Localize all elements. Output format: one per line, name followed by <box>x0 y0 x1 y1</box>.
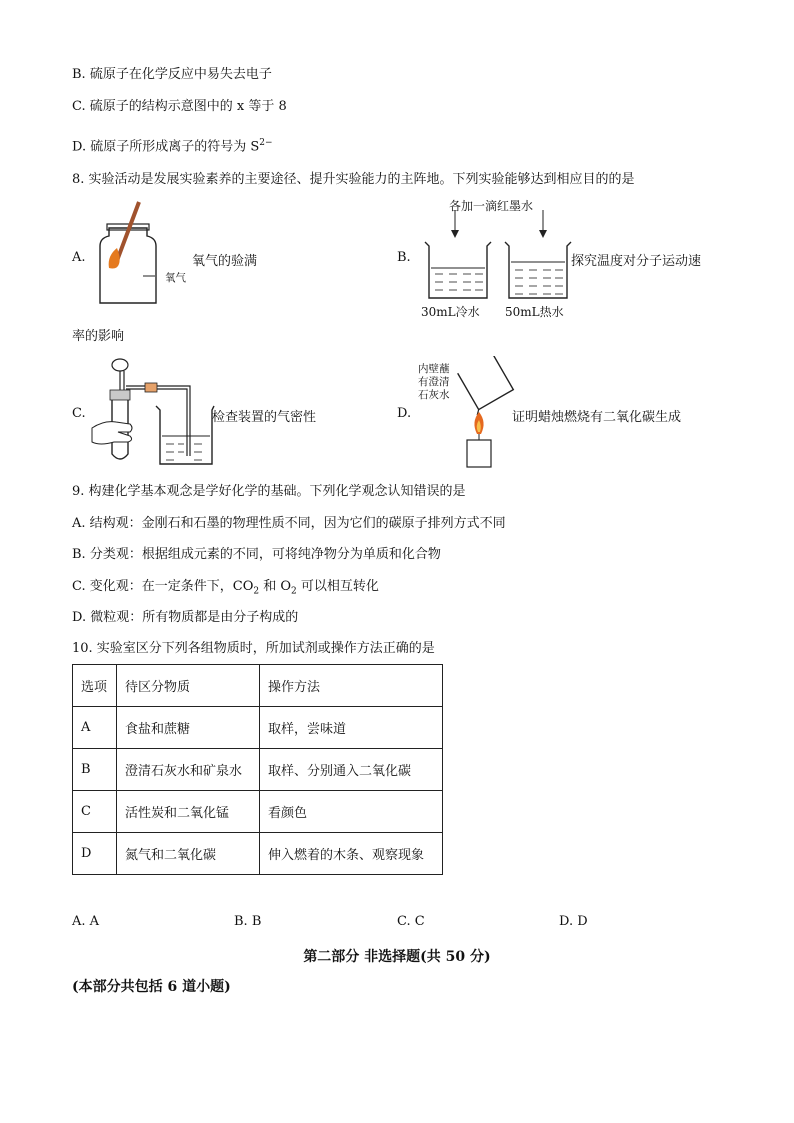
q8-d-fig-line: 有澄清 <box>418 376 450 388</box>
q8-b-top-label: 各加一滴红墨水 <box>449 199 534 213</box>
q10-answer-a: A. A <box>72 914 100 929</box>
q10-table <box>72 664 443 875</box>
table-row <box>73 707 443 749</box>
q10-answer-c: C. C <box>397 914 425 929</box>
table-row <box>73 749 443 791</box>
table-cell: B <box>73 749 117 791</box>
table-header-cell: 选项 <box>73 665 117 707</box>
q10-answer-b: B. B <box>234 914 262 929</box>
q9-option-c <box>72 578 379 601</box>
q9-stem: 9. 构建化学基本观念是学好化学的基础。下列化学观念认知错误的是 <box>72 484 466 499</box>
q10-stem: 10. 实验室区分下列各组物质时，所加试剂或操作方法正确的是 <box>72 641 435 656</box>
table-cell: C <box>73 791 117 833</box>
table-header-row <box>73 665 443 707</box>
table-cell: 活性炭和二氧化锰 <box>117 791 260 833</box>
q8-option-a-label: A. <box>72 250 86 265</box>
q8-option-b-text-wrap: 率的影响 <box>72 329 125 344</box>
q7-option-d <box>72 134 273 156</box>
table-cell: 取样，尝味道 <box>260 707 443 749</box>
q9-option-c-text: 和 O <box>259 579 292 594</box>
q9-option-c-text: C. 变化观：在一定条件下，CO <box>72 579 254 594</box>
table-row <box>73 791 443 833</box>
q7-option-d-charge: 2− <box>259 138 273 148</box>
table-header-cell: 待区分物质 <box>117 665 260 707</box>
q8-a-fig-label: 氧气 <box>165 272 186 284</box>
q8-stem: 8. 实验活动是发展实验素养的主要途径、提升实验能力的主阵地。下列实验能够达到相应目的的是 <box>72 172 635 187</box>
table-cell: 取样、分别通入二氧化碳 <box>260 749 443 791</box>
table-cell: 伸入燃着的木条、观察现象 <box>260 833 443 875</box>
q7-option-d-text: D. 硫原子所形成离子的符号为 S <box>72 139 260 155</box>
table-row <box>73 833 443 875</box>
q8-option-c-label: C. <box>72 406 86 421</box>
q8-option-d-label: D. <box>397 406 412 421</box>
q9-option-a: A. 结构观：金刚石和石墨的物理性质不同，因为它们的碳原子排列方式不同 <box>72 516 506 531</box>
q8-option-c-text: 检查装置的气密性 <box>212 410 317 425</box>
table-cell: 食盐和蔗糖 <box>117 707 260 749</box>
table-cell: D <box>73 833 117 875</box>
q8-b-figure <box>413 210 578 302</box>
q7-option-b: B. 硫原子在化学反应中易失去电子 <box>72 67 272 82</box>
q8-d-figure <box>455 356 520 468</box>
q9-option-c-sub: 2 <box>253 586 260 597</box>
q9-option-c-sub: 2 <box>291 586 297 597</box>
table-cell: 澄清石灰水和矿泉水 <box>117 749 260 791</box>
q7-option-c: C. 硫原子的结构示意图中的 x 等于 8 <box>72 99 287 114</box>
q9-option-b: B. 分类观：根据组成元素的不同，可将纯净物分为单质和化合物 <box>72 547 441 562</box>
table-header-cell: 操作方法 <box>260 665 443 707</box>
q8-option-d-text: 证明蜡烛燃烧有二氧化碳生成 <box>512 410 682 425</box>
table-cell: A <box>73 707 117 749</box>
q8-option-b-label: B. <box>397 250 411 265</box>
q10-answer-d: D. D <box>559 914 588 929</box>
part2-title: 第二部分 非选择题(共 50 分) <box>303 949 491 965</box>
table-cell: 氮气和二氧化碳 <box>117 833 260 875</box>
q8-option-a-text: 氧气的验满 <box>192 254 258 269</box>
q8-b-right-caption: 50mL热水 <box>505 305 564 319</box>
q8-d-fig-label <box>418 363 450 402</box>
q8-c-figure <box>90 356 215 468</box>
table-cell: 看颜色 <box>260 791 443 833</box>
q8-a-figure <box>95 198 205 308</box>
q9-option-d: D. 微粒观：所有物质都是由分子构成的 <box>72 610 299 625</box>
q8-b-left-caption: 30mL冷水 <box>421 305 480 319</box>
q9-option-c-text: 可以相互转化 <box>296 579 379 594</box>
part2-note: (本部分共包括 6 道小题) <box>72 979 231 995</box>
q8-option-b-text: 探究温度对分子运动速 <box>571 254 702 269</box>
q8-d-fig-line: 内壁蘸 <box>418 363 450 375</box>
q8-d-fig-line: 石灰水 <box>418 389 450 401</box>
